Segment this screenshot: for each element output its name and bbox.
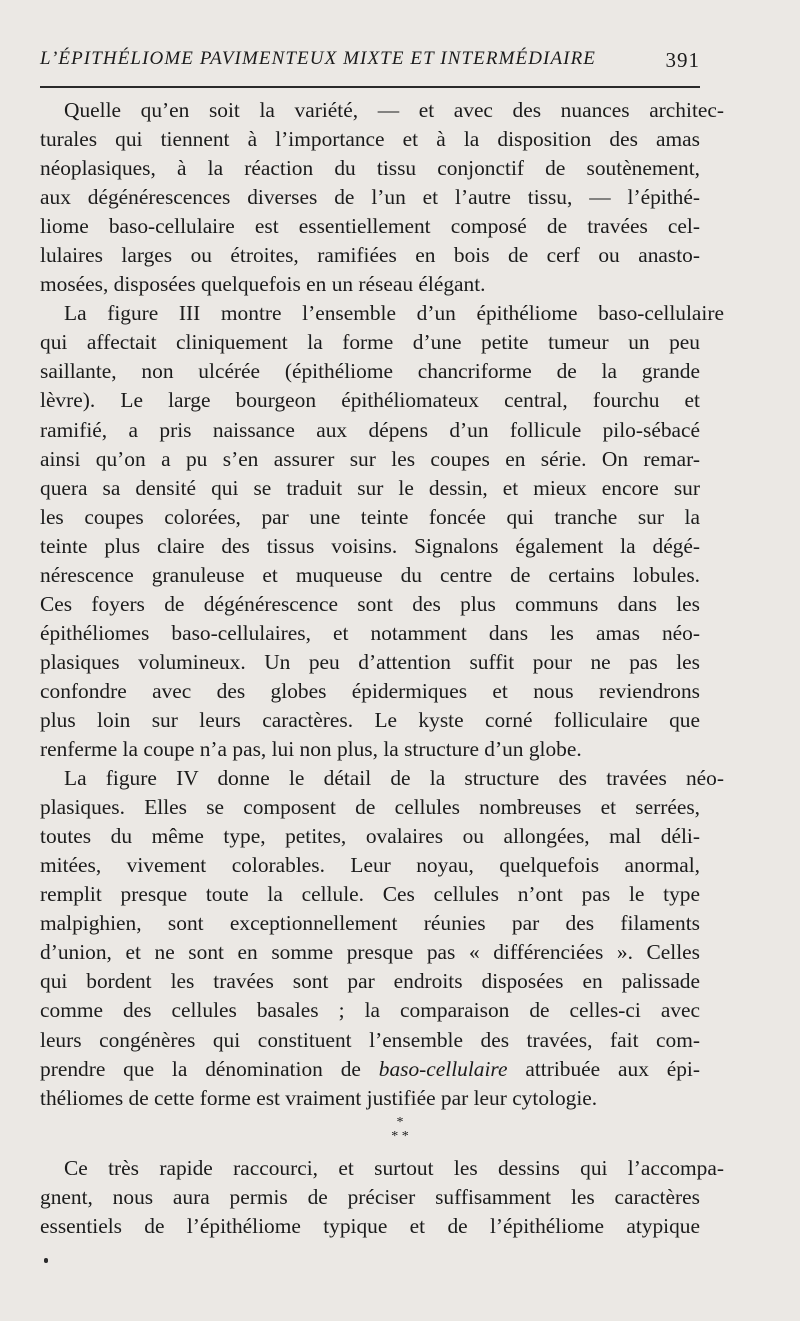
text-line: mosées, disposées quelquefois en un réseau élégant. bbox=[40, 272, 486, 297]
asterism-top: * bbox=[396, 1115, 404, 1130]
header-rule bbox=[40, 86, 700, 88]
text-line: plasiques. Elles se composent de cellules nombreuses et serrées, bbox=[40, 795, 700, 820]
text-line: lulaires larges ou étroites, ramifiées en bois de cerf ou anasto- bbox=[40, 243, 700, 268]
text-line: confondre avec des globes épidermiques et nous reviendrons bbox=[40, 678, 700, 703]
page-number: 391 bbox=[665, 48, 700, 72]
text-line: néoplasiques, à la réaction du tissu conjonctif de soutènement, bbox=[40, 156, 700, 181]
text-line: teinte plus claire des tissus voisins. Signalons également la dégé- bbox=[40, 533, 700, 558]
text-line: lèvre). Le large bourgeon épithéliomateux central, fourchu et bbox=[40, 388, 700, 413]
text-line: d’union, et ne sont en somme presque pas « différenciées ». Celles bbox=[40, 940, 700, 965]
text-line: saillante, non ulcérée (épithéliome chancriforme de la grande bbox=[40, 359, 700, 384]
text-line: malpighien, sont exceptionnellement réunies par des filaments bbox=[40, 911, 700, 936]
text-line: qui affectait cliniquement la forme d’une petite tumeur un peu bbox=[40, 330, 700, 355]
text-line: La figure III montre l’ensemble d’un épithéliome baso-cellulaire bbox=[64, 301, 724, 326]
text-line: les coupes colorées, par une teinte foncée qui tranche sur la bbox=[40, 504, 700, 529]
text-line: théliomes de cette forme est vraiment justifiée par leur cytologie. bbox=[40, 1085, 598, 1110]
italic-term: baso-cellulaire bbox=[378, 1056, 508, 1081]
text-line: plasiques volumineux. Un peu d’attention suffit pour ne pas les bbox=[40, 649, 700, 674]
paragraph-1 bbox=[40, 96, 724, 299]
text-line-with-italic bbox=[40, 1055, 700, 1084]
text-line: liome baso-cellulaire est essentiellement composé de travées cel- bbox=[40, 214, 700, 239]
text-line: renferme la coupe n’a pas, lui non plus, la structure d’un globe. bbox=[40, 737, 582, 762]
text-line: épithéliomes baso-cellulaires, et notamment dans les amas néo- bbox=[40, 620, 700, 645]
text-line: aux dégénérescences diverses de l’un et l’autre tissu, — l’épithé- bbox=[40, 185, 700, 210]
paragraph-2 bbox=[40, 299, 724, 764]
text-line: comme des cellules basales ; la comparaison de celles-ci avec bbox=[40, 998, 700, 1023]
asterism-bottom: * * bbox=[391, 1129, 409, 1144]
text-line: turales qui tiennent à l’importance et à la disposition des amas bbox=[40, 127, 700, 152]
text-line: nérescence granuleuse et muqueuse du centre de certains lobules. bbox=[40, 562, 700, 587]
text-line: essentiels de l’épithéliome typique et de l’épithéliome atypique bbox=[40, 1214, 700, 1239]
text-line: plus loin sur leurs caractères. Le kyste corné folliculaire que bbox=[40, 707, 700, 732]
paragraph-3 bbox=[40, 764, 724, 1113]
body-text bbox=[40, 96, 724, 1113]
ink-speck bbox=[44, 1258, 48, 1263]
text-segment: attribuée aux épi- bbox=[507, 1056, 701, 1081]
text-line: remplit presque toute la cellule. Ces cellules n’ont pas le type bbox=[40, 882, 700, 907]
closing-paragraph bbox=[40, 1154, 724, 1241]
text-line: leurs congénères qui constituent l’ensemble des travées, fait com- bbox=[40, 1027, 700, 1052]
section-break-asterisks bbox=[0, 1116, 800, 1144]
running-title: L’ÉPITHÉLIOME PAVIMENTEUX MIXTE ET INTERMÉDIAIRE bbox=[40, 48, 596, 69]
paragraph-4 bbox=[40, 1154, 724, 1241]
text-line: ramifié, a pris naissance aux dépens d’un follicule pilo-sébacé bbox=[40, 417, 700, 442]
text-line: quera sa densité qui se traduit sur le dessin, et mieux encore sur bbox=[40, 475, 700, 500]
running-header bbox=[40, 48, 700, 78]
text-line: Quelle qu’en soit la variété, — et avec des nuances architec- bbox=[64, 98, 724, 122]
text-segment: prendre que la dénomination de bbox=[40, 1056, 379, 1081]
text-line: qui bordent les travées sont par endroits disposées en palissade bbox=[40, 969, 700, 994]
text-line: gnent, nous aura permis de préciser suffisamment les caractères bbox=[40, 1185, 700, 1210]
text-line: mitées, vivement colorables. Leur noyau, quelquefois anormal, bbox=[40, 853, 700, 878]
text-line: ainsi qu’on a pu s’en assurer sur les coupes en série. On remar- bbox=[40, 446, 700, 471]
text-line: toutes du même type, petites, ovalaires ou allongées, mal déli- bbox=[40, 824, 700, 849]
text-line: Ce très rapide raccourci, et surtout les dessins qui l’accompa- bbox=[64, 1156, 724, 1180]
text-line: Ces foyers de dégénérescence sont des plus communs dans les bbox=[40, 591, 700, 616]
text-line: La figure IV donne le détail de la structure des travées néo- bbox=[64, 766, 724, 791]
